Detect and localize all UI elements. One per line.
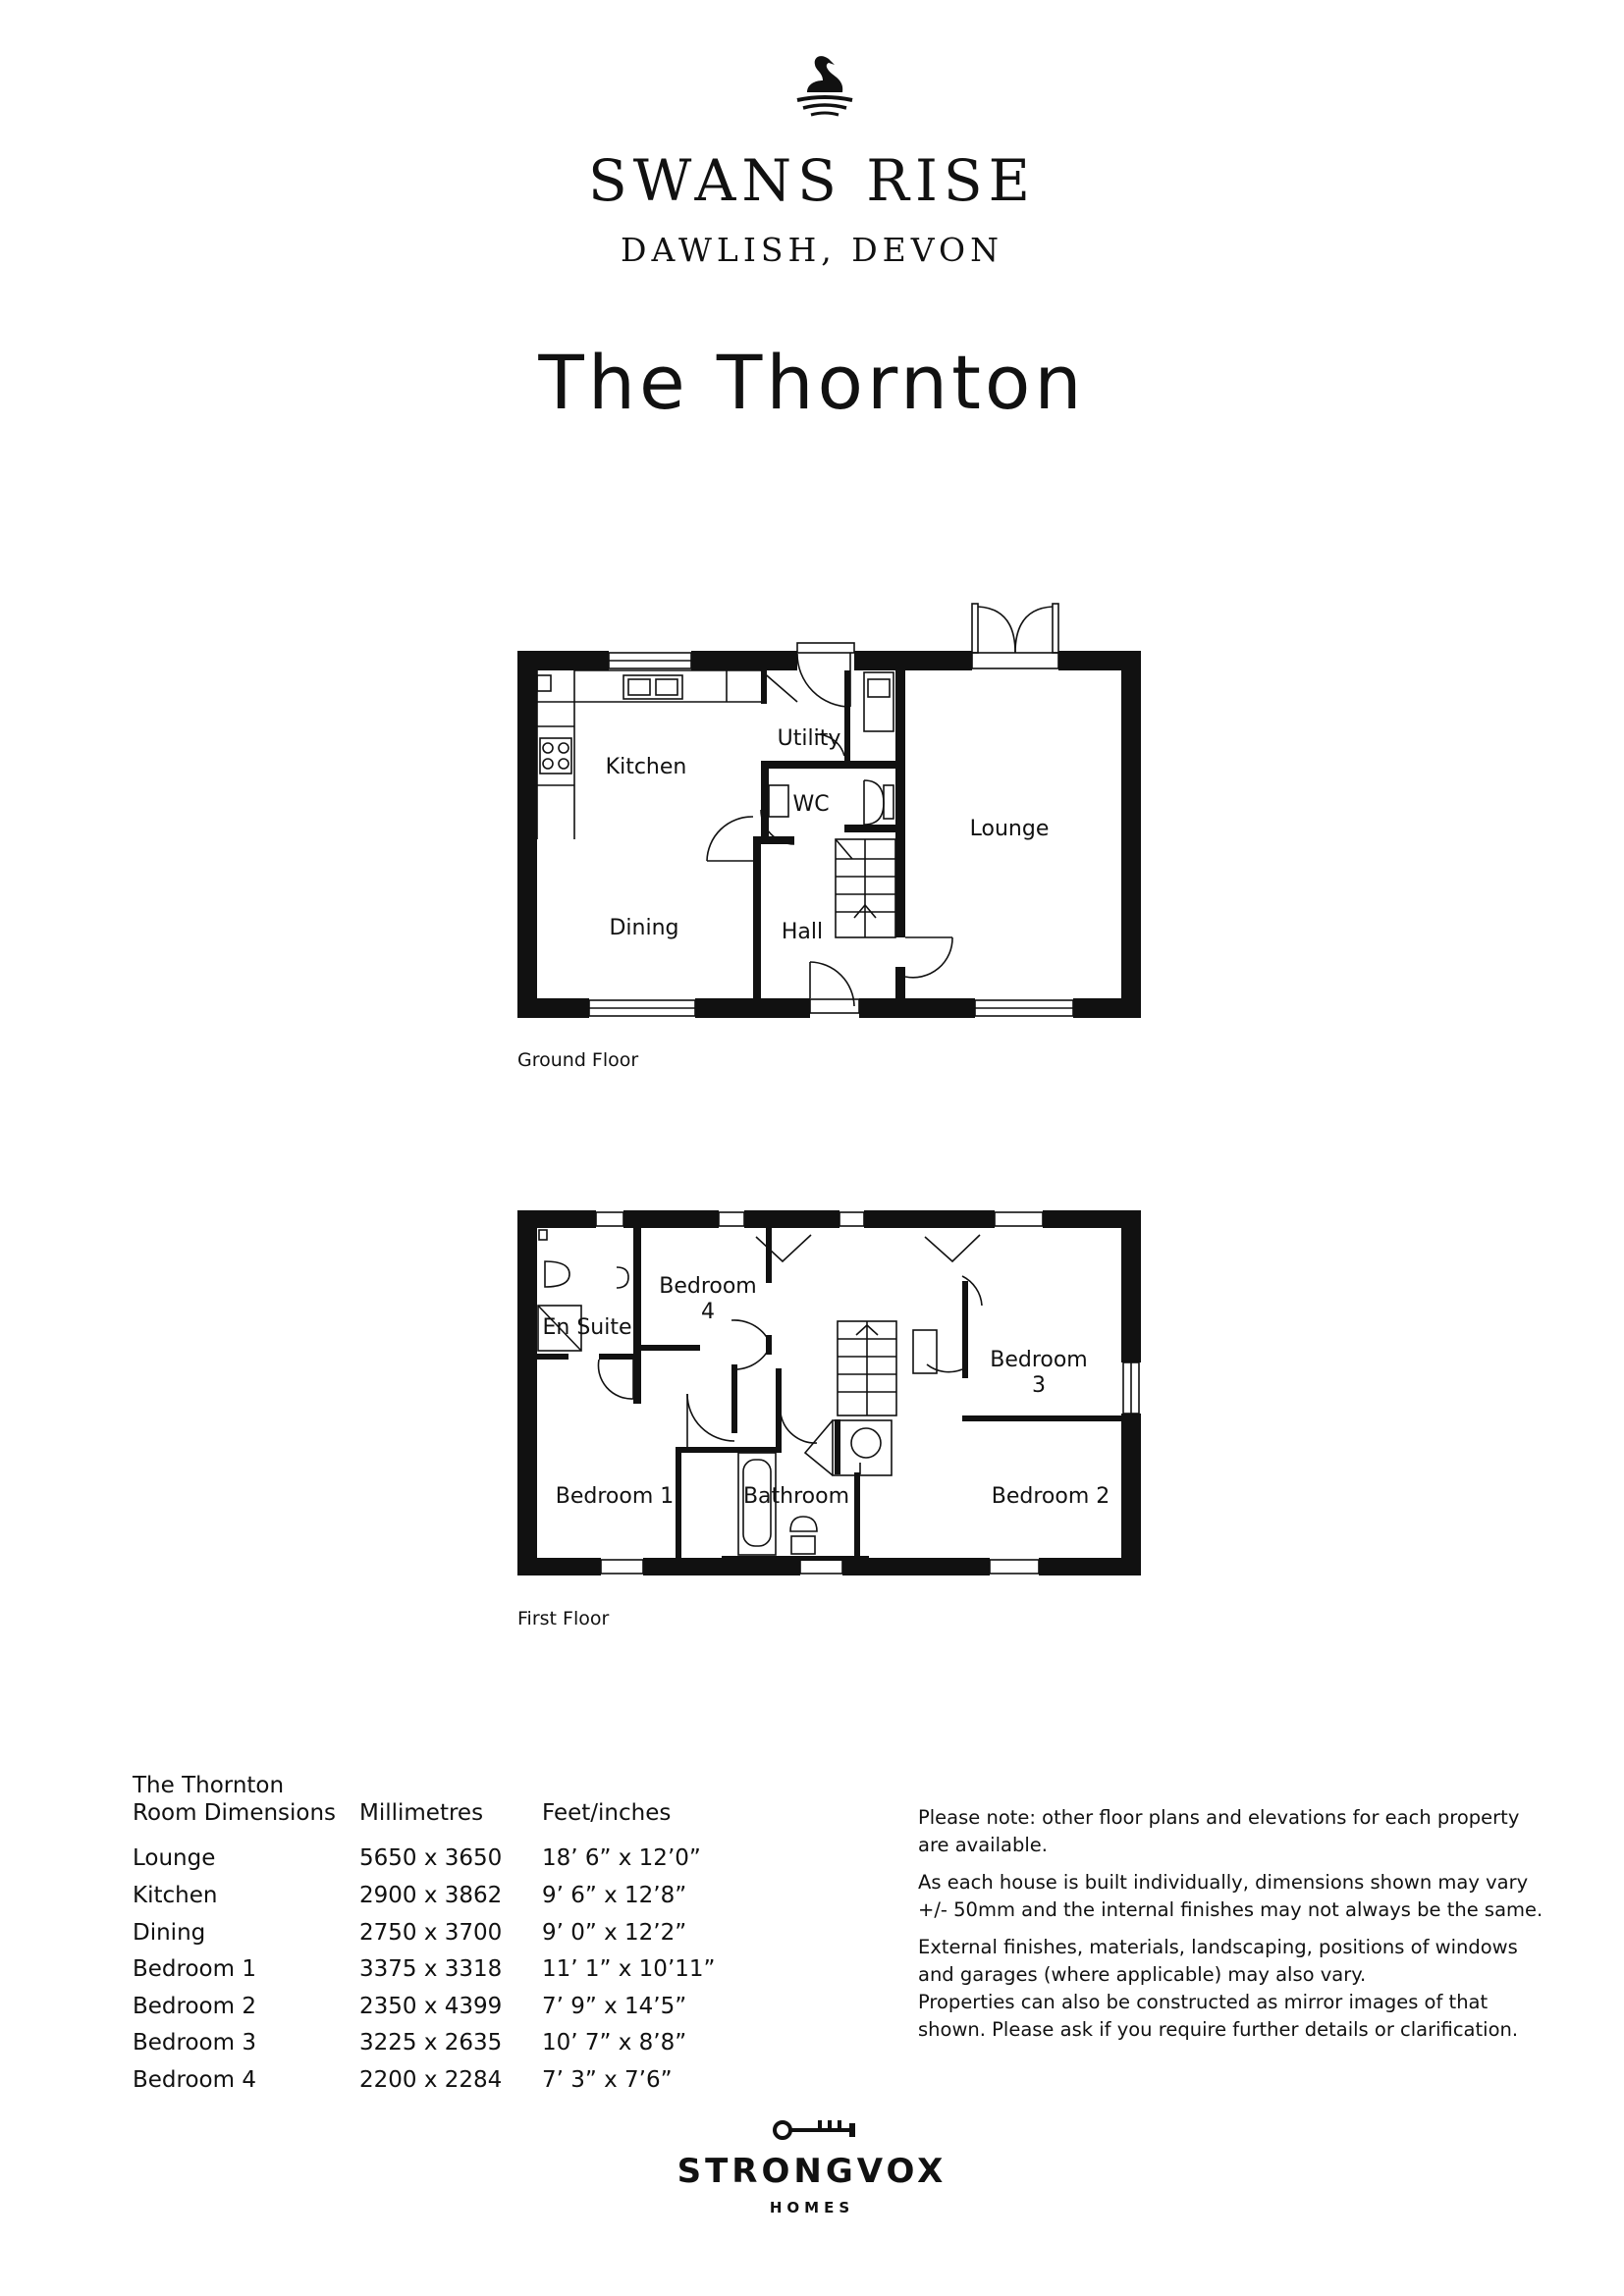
column-header-room: Room Dimensions: [133, 1800, 337, 1826]
room-label-bedroom3-line1: Bedroom: [990, 1348, 1088, 1372]
development-name: SWANS RISE: [588, 147, 1036, 214]
room-label-bathroom: Bathroom: [742, 1484, 850, 1509]
notes-block: [918, 1804, 1546, 2044]
note-text: As each house is built individually, dimensions shown may vary +/- 50mm and the internal finishes may not always be the same.: [918, 1871, 1543, 1921]
room-label-kitchen: Kitchen: [605, 755, 687, 779]
column-header-mm: Millimetres: [359, 1800, 484, 1826]
room-label-bedroom4-line1: Bedroom: [659, 1274, 757, 1299]
note-text: Please note: other floor plans and elevations for each property are available.: [918, 1806, 1520, 1856]
house-title: The Thornton: [538, 339, 1086, 426]
note-text: Properties can also be constructed as mirror images of that shown. Please ask if you require further details or clarification.: [918, 1991, 1519, 2041]
column-header-ft: Feet/inches: [542, 1800, 672, 1826]
ground-floor-label: Ground Floor: [517, 1049, 639, 1071]
room-label-bedroom4-line2: 4: [701, 1300, 715, 1324]
footer-sub: HOMES: [769, 2199, 855, 2216]
room-label-hall: Hall: [781, 920, 824, 944]
room-label-dining: Dining: [609, 916, 679, 940]
dimensions-title: The Thornton: [133, 1773, 285, 1798]
note-text: External finishes, materials, landscaping, positions of windows and garages (where applicable) may also vary.: [918, 1936, 1518, 1986]
room-label-lounge: Lounge: [969, 817, 1050, 841]
room-label-bedroom1: Bedroom 1: [555, 1484, 675, 1509]
room-label-bedroom3-line2: 3: [1032, 1373, 1046, 1398]
footer-brand: STRONGVOX: [677, 2152, 947, 2191]
room-label-wc: WC: [792, 792, 830, 817]
room-label-ensuite: En Suite: [542, 1315, 632, 1340]
room-label-utility: Utility: [777, 726, 841, 751]
development-location: DAWLISH, DEVON: [621, 231, 1003, 269]
key-logo-icon: [771, 2115, 859, 2145]
room-label-bedroom2: Bedroom 2: [991, 1484, 1110, 1509]
first-floor-label: First Floor: [517, 1608, 610, 1629]
